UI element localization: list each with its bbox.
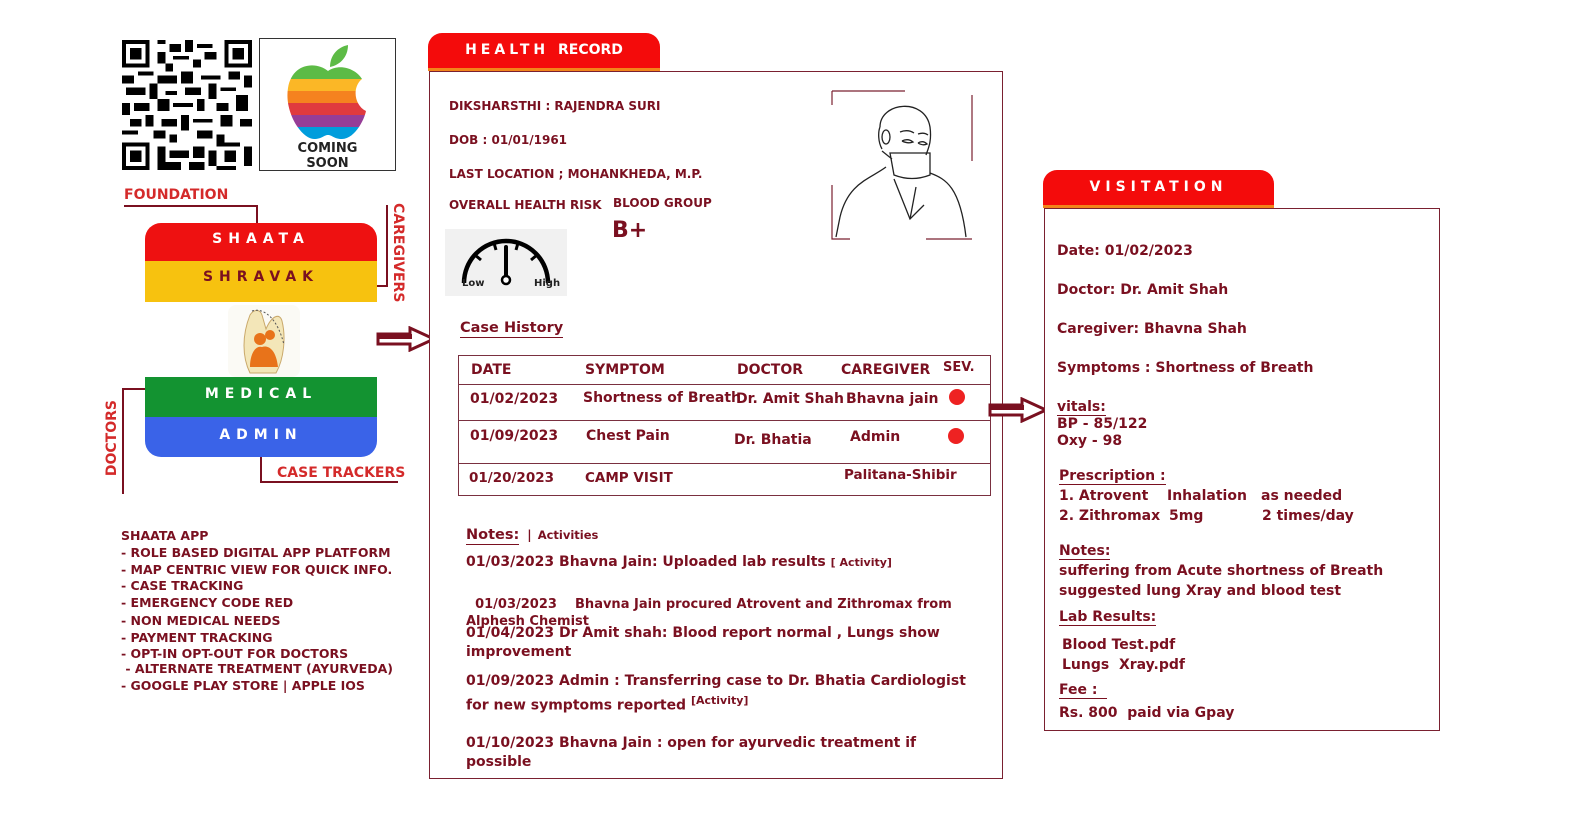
activity-tag[interactable]: [ Activity] xyxy=(830,556,892,569)
health-record-tab-title-record: RECORD xyxy=(557,42,623,58)
feature-item: - NON MEDICAL NEEDS xyxy=(121,612,281,628)
rx-drug: 1. Atrovent xyxy=(1059,488,1149,504)
row-symptom: Shortness of Breath xyxy=(583,390,742,406)
column-header-doctor[interactable]: DOCTOR xyxy=(737,362,804,378)
vital-bp: BP - 85/122 xyxy=(1057,416,1148,432)
role-band-admin[interactable]: ADMIN xyxy=(145,417,377,457)
severity-high-indicator xyxy=(948,428,964,444)
feature-item: - PAYMENT TRACKING xyxy=(121,629,273,645)
rx-frequency: 2 times/day xyxy=(1262,508,1354,524)
patient-portrait-icon[interactable] xyxy=(830,87,975,242)
doctors-label: DOCTORS xyxy=(104,400,120,477)
vitals-section xyxy=(1057,399,1147,450)
visit-note-line: suggested lung Xray and blood test xyxy=(1059,583,1342,599)
patient-dob: DOB : 01/01/1961 xyxy=(449,133,568,147)
gauge-low-label: Low xyxy=(462,278,485,289)
note-entry xyxy=(466,553,971,572)
row-doctor: Dr. Bhatia xyxy=(734,432,812,448)
column-header-caregiver[interactable]: CAREGIVER xyxy=(841,362,931,378)
table-row[interactable] xyxy=(459,421,990,464)
caregivers-connector-horizontal xyxy=(376,285,388,287)
row-doctor: Dr. Amit Shah xyxy=(736,391,844,407)
feature-list-title: SHAATA APP xyxy=(121,528,209,543)
note-text: 01/03/2023 Bhavna Jain procured Atrovent and Zithromax from Alphesh Chemist xyxy=(466,597,957,629)
table-row[interactable] xyxy=(459,464,990,495)
table-row[interactable] xyxy=(459,385,990,421)
foundation-connector xyxy=(124,205,258,207)
rx-dose: 5mg xyxy=(1169,508,1204,524)
feature-item: - ALTERNATE TREATMENT (AYURVEDA) xyxy=(121,660,393,676)
apple-store-coming-soon-badge[interactable] xyxy=(259,38,396,171)
feature-list xyxy=(121,528,393,694)
severity-high-indicator xyxy=(949,389,965,405)
coming-soon-label: COMING SOON xyxy=(297,141,358,171)
caregivers-connector xyxy=(386,205,388,287)
lab-results-label: Lab Results: xyxy=(1059,609,1157,625)
arrow-right-icon xyxy=(988,397,1050,423)
notes-tab-separator: | xyxy=(527,528,532,542)
note-entry xyxy=(466,624,971,662)
case-trackers-connector-horizontal xyxy=(260,481,398,483)
feature-item: - ROLE BASED DIGITAL APP PLATFORM xyxy=(121,544,391,560)
note-entry xyxy=(466,579,971,630)
rx-drug: 2. Zithromax xyxy=(1059,508,1161,524)
row-date: 01/09/2023 xyxy=(470,428,559,444)
praying-hands-logo-icon xyxy=(228,305,300,377)
notes-tab[interactable]: Notes: xyxy=(466,527,520,543)
note-text: 01/10/2023 Bhavna Jain : open for ayurvedic treatment if possible xyxy=(466,735,917,770)
case-trackers-label: CASE TRACKERS xyxy=(277,465,406,481)
health-risk-gauge xyxy=(445,229,567,296)
column-header-symptom[interactable]: SYMPTOM xyxy=(585,362,665,378)
row-date: 01/20/2023 xyxy=(469,470,555,486)
activity-tag[interactable]: [Activity] xyxy=(690,694,749,707)
activities-tab[interactable]: Activities xyxy=(537,528,599,542)
prescription-section xyxy=(1059,466,1354,526)
patient-last-location: LAST LOCATION ; MOHANKHEDA, M.P. xyxy=(449,167,703,181)
fee-section xyxy=(1059,682,1234,722)
vitals-label: vitals: xyxy=(1057,399,1106,415)
lab-result-file-link[interactable]: Lungs Xray.pdf xyxy=(1062,657,1185,673)
note-text: 01/04/2023 Dr Amit shah: Blood report normal , Lungs show improvement xyxy=(466,625,940,660)
note-text: 01/09/2023 Admin : Transferring case to Dr. Bhatia Cardiologist for new symptoms reported xyxy=(466,673,966,714)
note-entry xyxy=(466,734,971,772)
notes-tabs xyxy=(466,527,598,543)
column-header-date[interactable]: DATE xyxy=(471,362,512,378)
prescription-item xyxy=(1059,486,1354,506)
doctors-connector xyxy=(122,388,124,494)
row-date: 01/02/2023 xyxy=(470,391,559,407)
row-caregiver: Bhavna jain xyxy=(846,391,939,407)
caregivers-label: CAREGIVERS xyxy=(390,203,406,303)
patient-name: DIKSHARSTHI : RAJENDRA SURI xyxy=(449,99,661,113)
lab-result-file-link[interactable]: Blood Test.pdf xyxy=(1062,637,1176,653)
column-header-severity[interactable]: SEV. xyxy=(943,360,975,375)
gauge-high-label: High xyxy=(534,278,561,289)
row-caregiver: Palitana-Shibir xyxy=(844,467,957,483)
feature-item: - EMERGENCY CODE RED xyxy=(121,595,294,611)
case-table-header xyxy=(459,356,990,385)
feature-item: - CASE TRACKING xyxy=(121,578,244,594)
case-history-table xyxy=(458,355,991,496)
rx-dose: Inhalation xyxy=(1167,488,1247,504)
rx-frequency: as needed xyxy=(1261,488,1343,504)
feature-item: - OPT-IN OPT-OUT FOR DOCTORS xyxy=(121,645,349,661)
case-trackers-connector xyxy=(260,456,262,483)
fee-label: Fee : xyxy=(1059,682,1107,699)
doctors-connector-horizontal xyxy=(122,388,146,390)
visit-notes-label: Notes: xyxy=(1059,543,1111,559)
blood-group-value: B+ xyxy=(612,218,648,243)
visit-date: Date: 01/02/2023 xyxy=(1057,243,1193,259)
feature-item: - MAP CENTRIC VIEW FOR QUICK INFO. xyxy=(121,561,393,577)
feature-item: - GOOGLE PLAY STORE | APPLE IOS xyxy=(121,677,365,693)
row-symptom: Chest Pain xyxy=(586,428,670,444)
health-risk-label: OVERALL HEALTH RISK xyxy=(449,198,602,212)
case-history-title: Case History xyxy=(460,320,564,336)
blood-group-label: BLOOD GROUP xyxy=(613,196,712,210)
note-text: 01/03/2023 Bhavna Jain: Uploaded lab results xyxy=(466,554,826,570)
prescription-label: Prescription : xyxy=(1059,468,1166,484)
lab-results-section xyxy=(1059,609,1185,675)
note-entry xyxy=(466,672,971,716)
role-band-medical[interactable]: MEDICAL xyxy=(145,377,377,417)
row-caregiver: Admin xyxy=(850,429,901,445)
vital-oxy: Oxy - 98 xyxy=(1057,433,1123,449)
visit-notes-section xyxy=(1059,541,1383,601)
foundation-label: FOUNDATION xyxy=(124,187,229,203)
visit-caregiver: Caregiver: Bhavna Shah xyxy=(1057,321,1247,337)
visitation-tab[interactable]: VISITATION xyxy=(1043,170,1274,208)
fee-value: Rs. 800 paid via Gpay xyxy=(1059,705,1235,721)
health-record-tab[interactable] xyxy=(428,33,660,71)
role-band-shravak[interactable]: SHRAVAK xyxy=(145,261,377,302)
visit-symptoms: Symptoms : Shortness of Breath xyxy=(1057,360,1314,376)
role-band-shaata[interactable]: SHAATA xyxy=(145,223,377,261)
visit-note-line: suffering from Acute shortness of Breath xyxy=(1059,563,1384,579)
prescription-item xyxy=(1059,506,1354,526)
health-record-tab-title: HEALTH xyxy=(465,42,550,58)
row-symptom: CAMP VISIT xyxy=(585,470,673,486)
qr-code-icon[interactable] xyxy=(121,40,253,170)
apple-logo-icon xyxy=(278,43,378,141)
visit-doctor: Doctor: Dr. Amit Shah xyxy=(1057,282,1229,298)
foundation-connector-vertical xyxy=(256,205,258,224)
